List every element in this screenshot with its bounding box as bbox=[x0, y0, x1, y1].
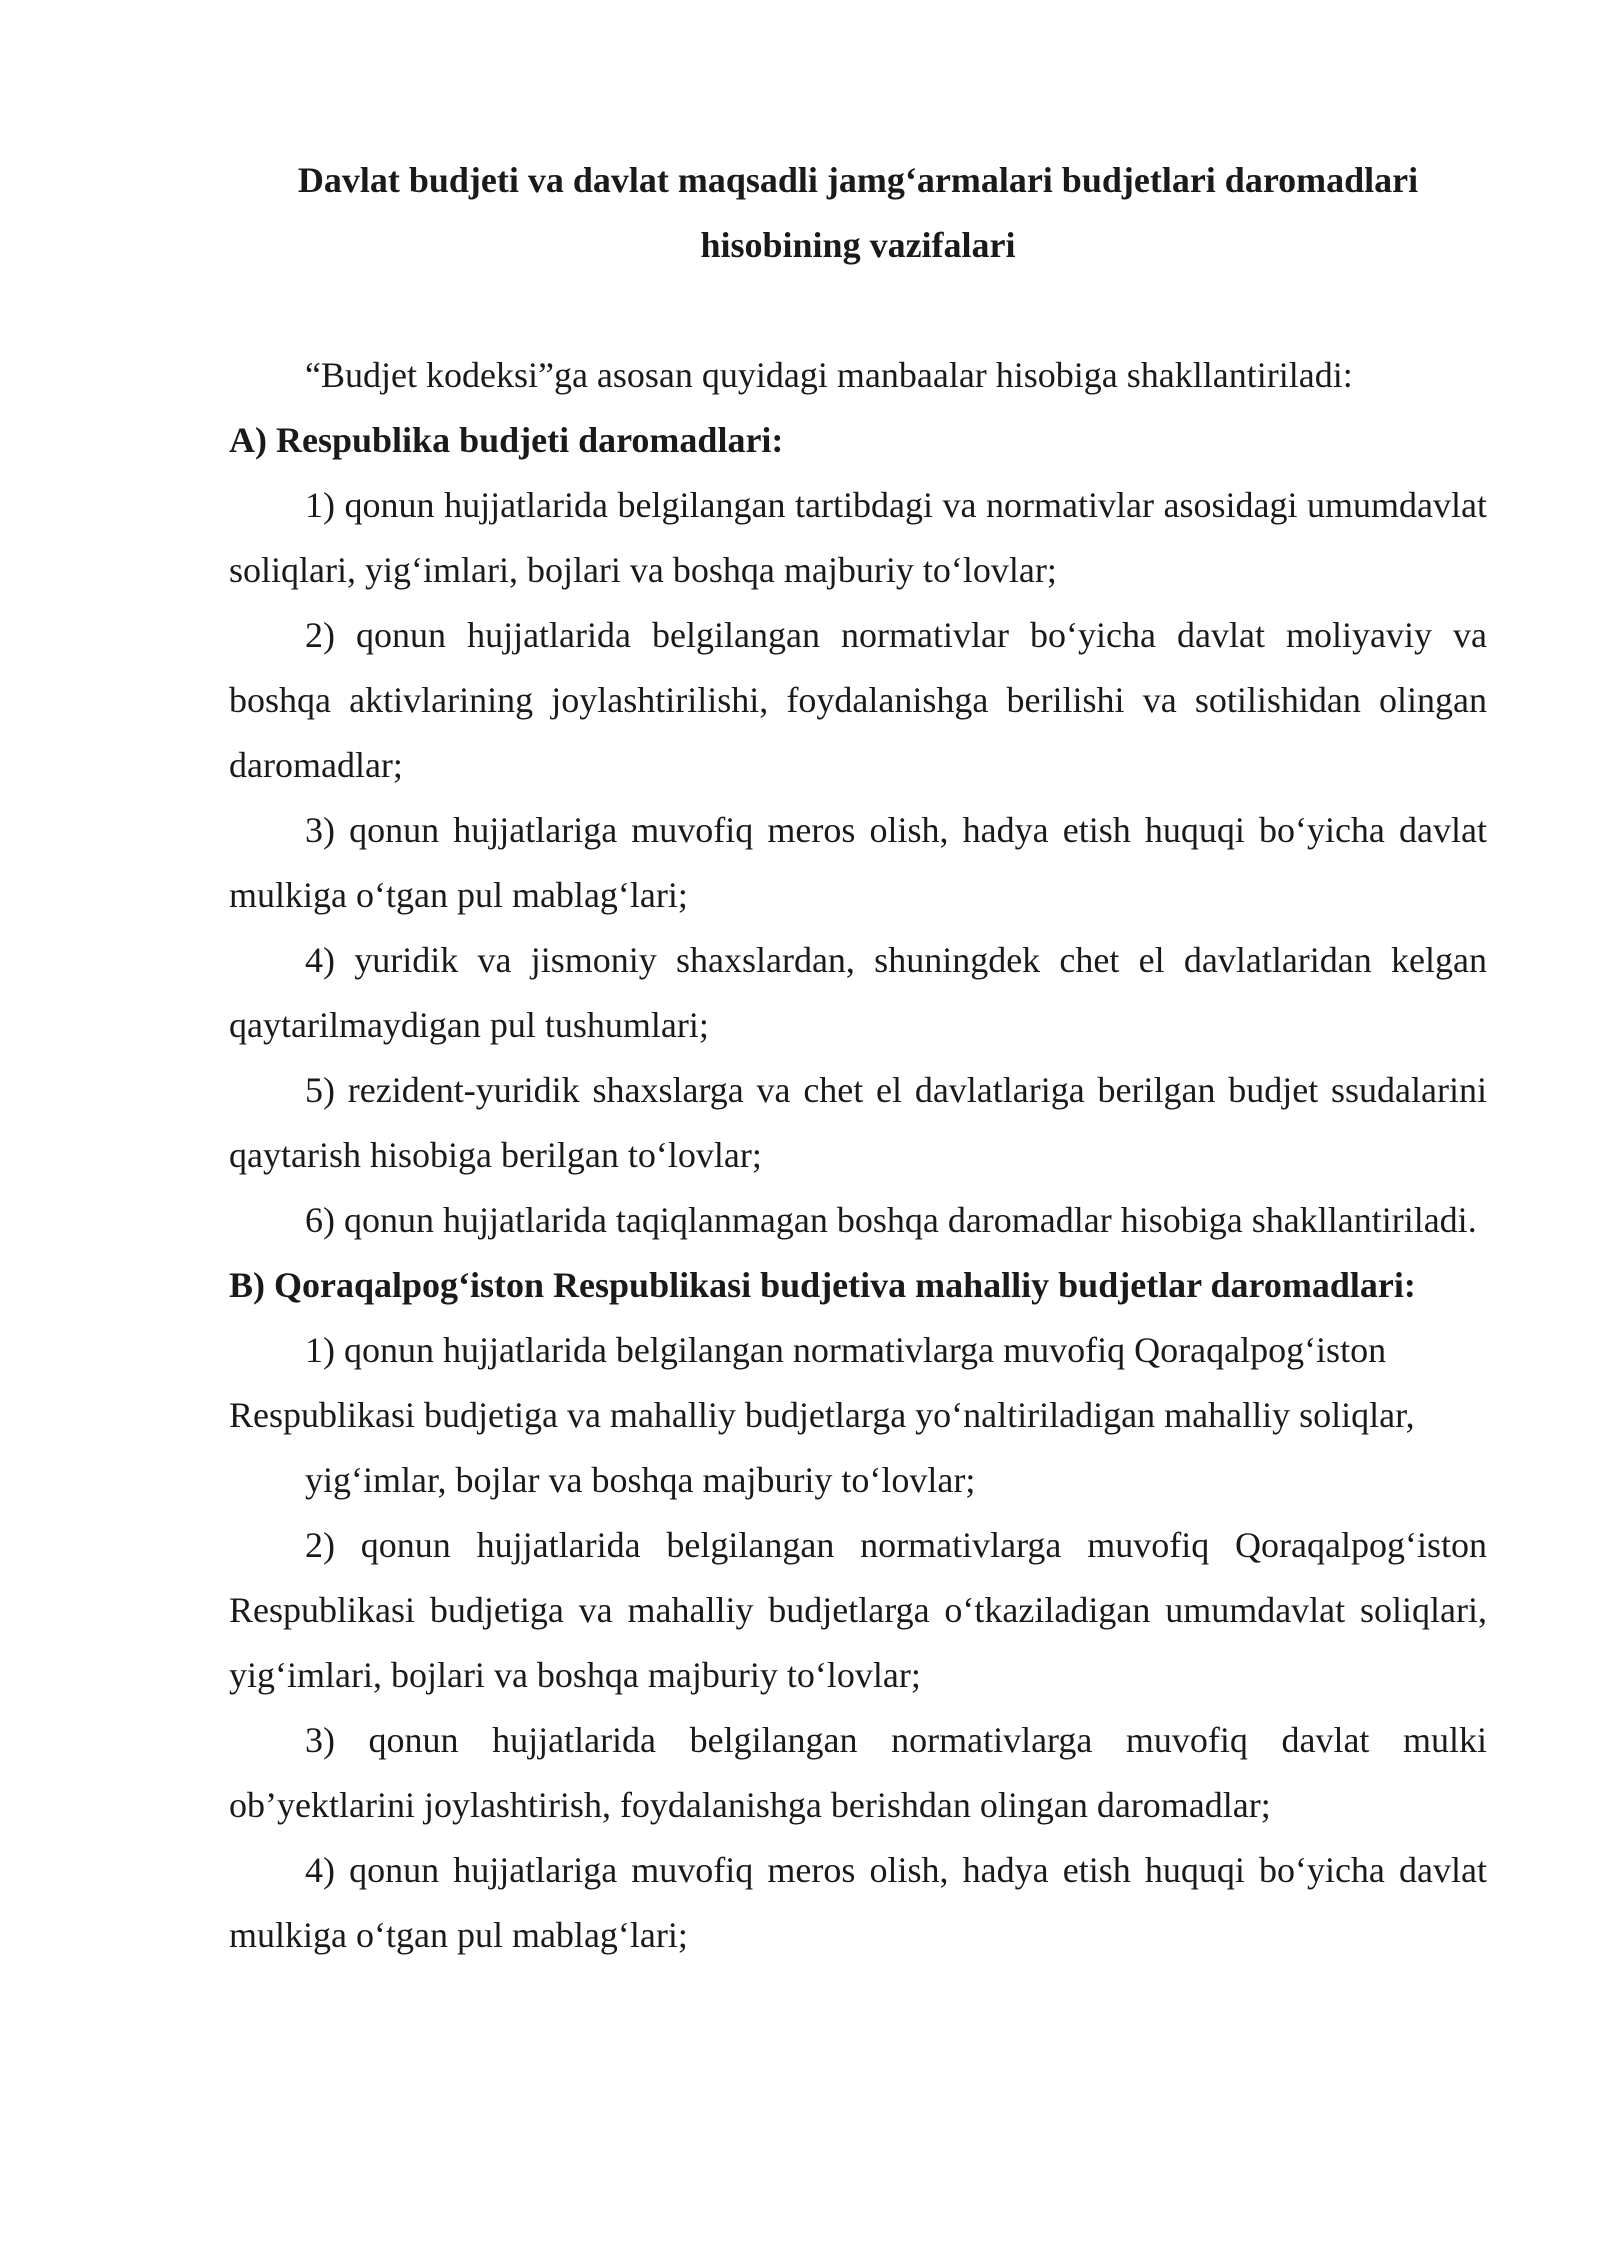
section-a-item: 1) qonun hujjatlarida belgilangan tartibdagi va normativlar asosidagi umumdavlat soliqlari, yig‘imlari, bojlari va boshqa majburiy to‘lovlar; bbox=[229, 485, 1487, 590]
document-body bbox=[229, 343, 1487, 1968]
section-b-item: 3) qonun hujjatlarida belgilangan normativlarga muvofiq davlat mulki ob’yektlarini joylashtirish, foydalanishga berishdan olingan daromadlar; bbox=[229, 1720, 1487, 1825]
section-a-item: 6) qonun hujjatlarida taqiqlanmagan boshqa daromadlar hisobiga shakllantiriladi. bbox=[305, 1200, 1477, 1240]
section-b-item: 2) qonun hujjatlarida belgilangan normativlarga muvofiq Qoraqalpog‘iston Respublikasi budjetiga va mahalliy budjetlarga o‘tkaziladigan umumdavlat soliqlari, yig‘imlari, bojlari va boshqa majburiy to‘lovlar; bbox=[229, 1525, 1487, 1695]
section-b-item: 1) qonun hujjatlarida belgilangan normativlarga muvofiq Qoraqalpog‘iston Respublikasi budjetiga va mahalliy budjetlarga yo‘naltiriladigan mahalliy soliqlar, bbox=[229, 1330, 1415, 1435]
section-a-item: 2) qonun hujjatlarida belgilangan normativlar bo‘yicha davlat moliyaviy va boshqa aktivlarining joylashtirilishi, foydalanishga berilishi va sotilishidan olingan daromadlar; bbox=[229, 615, 1487, 785]
section-b-item-continuation: yig‘imlar, bojlar va boshqa majburiy to‘lovlar; bbox=[305, 1460, 976, 1500]
section-a-item: 3) qonun hujjatlariga muvofiq meros olish, hadya etish huquqi bo‘yicha davlat mulkiga o‘tgan pul mablag‘lari; bbox=[229, 810, 1487, 915]
document-page bbox=[229, 148, 1487, 1968]
intro-paragraph: “Budjet kodeksi”ga asosan quyidagi manbaalar hisobiga shakllantiriladi: bbox=[305, 355, 1353, 395]
section-b-item: 4) qonun hujjatlariga muvofiq meros olish, hadya etish huquqi bo‘yicha davlat mulkiga o‘tgan pul mablag‘lari; bbox=[229, 1850, 1487, 1955]
document-title-line-2: hisobining vazifalari bbox=[700, 225, 1016, 265]
section-a-item: 4) yuridik va jismoniy shaxslardan, shuningdek chet el davlatlaridan kelgan qaytarilmaydigan pul tushumlari; bbox=[229, 940, 1487, 1045]
document-title-line-1: Davlat budjeti va davlat maqsadli jamg‘armalari budjetlari daromadlari bbox=[297, 160, 1419, 200]
section-a-heading: A) Respublika budjeti daromadlari: bbox=[229, 420, 784, 460]
section-a-item: 5) rezident-yuridik shaxslarga va chet el davlatlariga berilgan budjet ssudalarini qaytarish hisobiga berilgan to‘lovlar; bbox=[229, 1070, 1487, 1175]
section-b-heading: B) Qoraqalpog‘iston Respublikasi budjetiva mahalliy budjetlar daromadlari: bbox=[229, 1265, 1416, 1305]
